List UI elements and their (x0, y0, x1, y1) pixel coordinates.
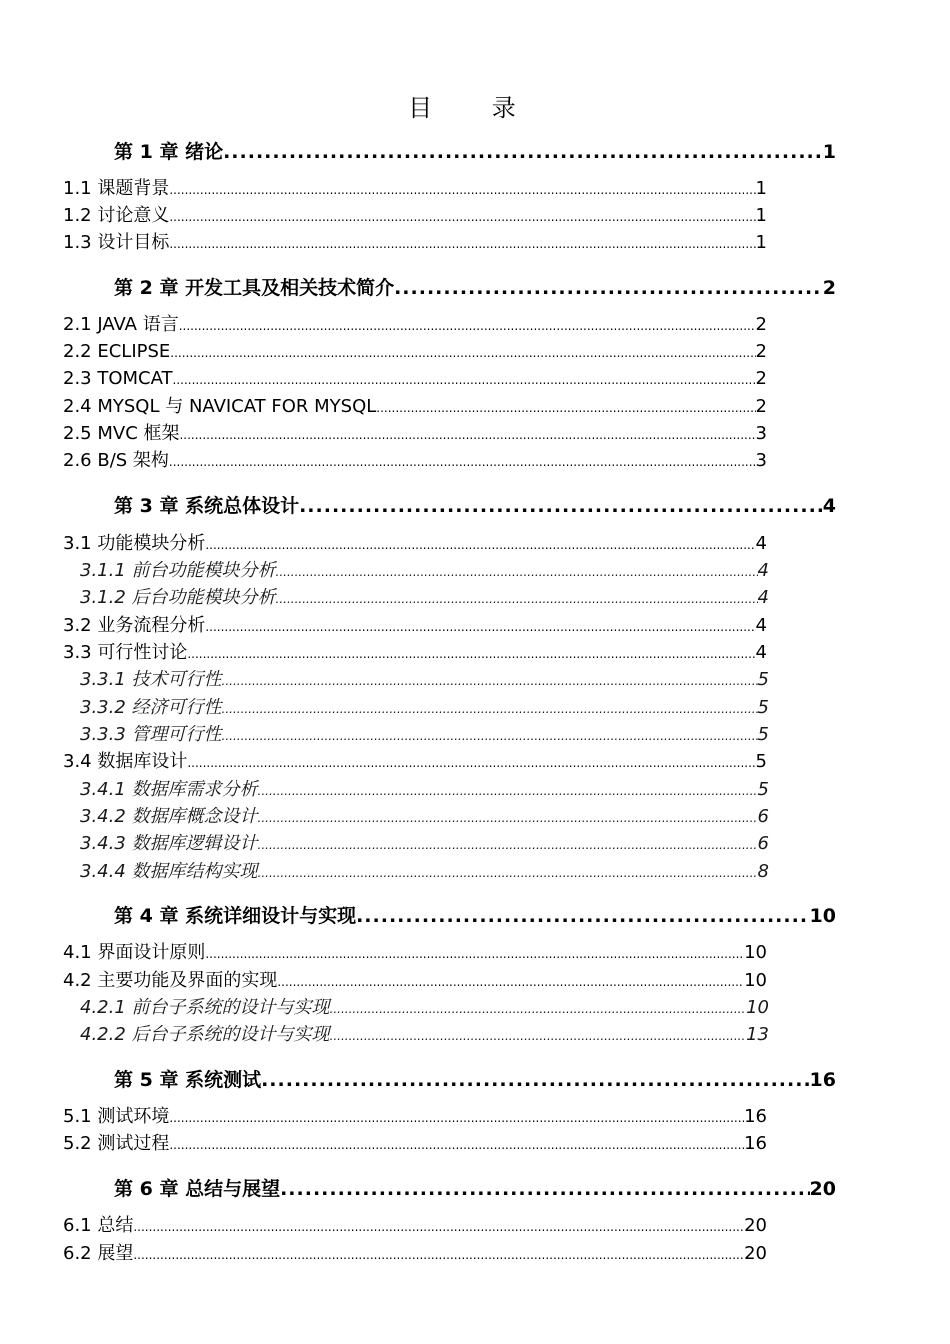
toc-chapter-2[interactable] (114, 275, 836, 301)
dot-leader (258, 860, 758, 886)
toc-page-number: 4 (755, 642, 767, 663)
toc-chapter-label: 第 3 章 系统总体设计 (114, 495, 300, 517)
toc-page-number: 3 (755, 450, 767, 471)
dot-leader (133, 1242, 744, 1268)
toc-subsection-label: 3.4.4 数据库结构实现 (80, 861, 258, 882)
toc-section-4-2[interactable] (63, 968, 767, 995)
dot-leader (205, 941, 744, 967)
dot-leader (169, 231, 755, 257)
toc-page-number: 2 (822, 277, 836, 299)
toc-section-5-2[interactable] (63, 1131, 767, 1158)
toc-section-3-1[interactable] (63, 531, 767, 558)
toc-page-number: 10 (744, 970, 767, 991)
toc-section-label: 2.4 MYSQL 与 NAVICAT FOR MYSQL (63, 396, 377, 417)
toc-page-number: 16 (744, 1133, 767, 1154)
toc-subsection-4-2-1[interactable] (80, 995, 769, 1022)
toc-subsection-label: 3.3.3 管理可行性 (80, 724, 222, 745)
toc-section-label: 1.2 讨论意义 (63, 205, 170, 226)
toc-page-number: 1 (755, 232, 767, 253)
toc-section-2-3[interactable] (63, 366, 767, 393)
toc-subsection-label: 3.4.3 数据库逻辑设计 (80, 833, 258, 854)
toc-chapter-label: 第 2 章 开发工具及相关技术简介 (114, 277, 395, 299)
toc-subsection-label: 3.3.2 经济可行性 (80, 697, 222, 718)
dot-leader (356, 903, 809, 929)
toc-section-label: 3.4 数据库设计 (63, 751, 188, 772)
toc-page-number: 4 (755, 533, 767, 554)
toc-subsection-3-3-1[interactable] (80, 667, 769, 694)
toc-page-number: 8 (757, 861, 769, 882)
toc-page-number: 5 (755, 751, 767, 772)
toc-page-number: 20 (809, 1178, 836, 1200)
dot-leader (276, 586, 758, 612)
toc-subsection-label: 4.2.1 前台子系统的设计与实现 (80, 997, 330, 1018)
toc-section-5-1[interactable] (63, 1104, 767, 1131)
toc-section-label: 2.3 TOMCAT (63, 368, 173, 389)
toc-page-number: 10 (744, 942, 767, 963)
toc-page-number: 3 (755, 423, 767, 444)
dot-leader (258, 778, 758, 804)
toc-subsection-label: 4.2.2 后台子系统的设计与实现 (80, 1024, 330, 1045)
toc-page-number: 4 (757, 587, 769, 608)
toc-page-number: 1 (822, 141, 836, 163)
toc-section-1-3[interactable] (63, 230, 767, 257)
toc-page-number: 16 (809, 1069, 836, 1091)
toc-section-6-1[interactable] (63, 1213, 767, 1240)
dot-leader (169, 204, 755, 230)
toc-page-number: 5 (757, 724, 769, 745)
toc-chapter-4[interactable] (114, 903, 836, 929)
dot-leader (170, 340, 755, 366)
toc-subsection-3-3-2[interactable] (80, 695, 769, 722)
toc-chapter-5[interactable] (114, 1067, 836, 1093)
dot-leader (280, 1176, 809, 1202)
toc-chapter-6[interactable] (114, 1176, 836, 1202)
toc-subsection-label: 3.4.2 数据库概念设计 (80, 806, 258, 827)
dot-leader (222, 668, 758, 694)
toc-page-number: 5 (757, 779, 769, 800)
toc-subsection-label: 3.1.2 后台功能模块分析 (80, 587, 276, 608)
toc-subsection-3-4-4[interactable] (80, 859, 769, 886)
toc-subsection-label: 3.1.1 前台功能模块分析 (80, 560, 276, 581)
toc-page-number: 1 (755, 205, 767, 226)
dot-leader (133, 1214, 744, 1240)
toc-page-number: 4 (757, 560, 769, 581)
toc-page-number: 20 (744, 1243, 767, 1264)
toc-subsection-3-4-1[interactable] (80, 777, 769, 804)
dot-leader (222, 723, 758, 749)
toc-section-label: 3.2 业务流程分析 (63, 615, 206, 636)
toc-chapter-1[interactable] (114, 139, 836, 165)
toc-section-label: 2.2 ECLIPSE (63, 341, 171, 362)
toc-section-2-4[interactable] (63, 394, 767, 421)
toc-section-label: 2.1 JAVA 语言 (63, 314, 179, 335)
toc-section-2-6[interactable] (63, 448, 767, 475)
dot-leader (394, 275, 823, 301)
dot-leader (179, 422, 755, 448)
dot-leader (169, 1105, 744, 1131)
toc-subsection-3-4-3[interactable] (80, 831, 769, 858)
toc-page-number: 1 (755, 178, 767, 199)
dot-leader (258, 832, 758, 858)
dot-leader (187, 641, 755, 667)
toc-section-label: 6.1 总结 (63, 1215, 134, 1236)
toc-section-label: 1.3 设计目标 (63, 232, 170, 253)
dot-leader (222, 696, 758, 722)
toc-section-label: 6.2 展望 (63, 1243, 134, 1264)
toc-page-number: 2 (755, 396, 767, 417)
dot-leader (173, 367, 756, 393)
dot-leader (169, 449, 756, 475)
toc-subsection-3-1-1[interactable] (80, 558, 769, 585)
toc-section-label: 2.5 MVC 框架 (63, 423, 180, 444)
toc-subsection-label: 3.3.1 技术可行性 (80, 669, 222, 690)
toc-chapter-label: 第 1 章 绪论 (114, 141, 224, 163)
toc-section-4-1[interactable] (63, 940, 767, 967)
toc-section-label: 3.1 功能模块分析 (63, 533, 206, 554)
dot-leader (330, 1023, 747, 1049)
toc-page-number: 2 (755, 368, 767, 389)
toc-section-2-2[interactable] (63, 339, 767, 366)
toc-subsection-3-1-2[interactable] (80, 585, 769, 612)
dot-leader (376, 395, 755, 421)
dot-leader (179, 313, 756, 339)
dot-leader (205, 532, 755, 558)
page-title: 目 录 (408, 94, 542, 122)
dot-leader (169, 177, 755, 203)
toc-page-number: 20 (744, 1215, 767, 1236)
toc-page-number: 10 (746, 997, 769, 1018)
toc-chapter-label: 第 5 章 系统测试 (114, 1069, 262, 1091)
dot-leader (258, 805, 758, 831)
toc-subsection-3-4-2[interactable] (80, 804, 769, 831)
toc-page-number: 4 (755, 615, 767, 636)
dot-leader (205, 614, 755, 640)
toc-section-1-2[interactable] (63, 203, 767, 230)
toc-section-label: 4.2 主要功能及界面的实现 (63, 970, 278, 991)
toc-section-label: 5.1 测试环境 (63, 1106, 170, 1127)
toc-page-number: 16 (744, 1106, 767, 1127)
toc-chapter-label: 第 6 章 总结与展望 (114, 1178, 281, 1200)
toc-page-number: 5 (757, 697, 769, 718)
toc-section-label: 5.2 测试过程 (63, 1133, 170, 1154)
toc-page-number: 2 (755, 314, 767, 335)
toc-section-2-5[interactable] (63, 421, 767, 448)
dot-leader (169, 1132, 744, 1158)
toc-subsection-3-3-3[interactable] (80, 722, 769, 749)
toc-page-number: 10 (809, 905, 836, 927)
toc-subsection-4-2-2[interactable] (80, 1022, 769, 1049)
toc-page-number: 6 (757, 833, 769, 854)
dot-leader (187, 750, 755, 776)
toc-section-label: 2.6 B/S 架构 (63, 450, 169, 471)
toc-section-6-2[interactable] (63, 1241, 767, 1268)
toc-section-2-1[interactable] (63, 312, 767, 339)
toc-section-3-3[interactable] (63, 640, 767, 667)
toc-page-number: 6 (757, 806, 769, 827)
dot-leader (277, 969, 744, 995)
toc-page-number: 2 (755, 341, 767, 362)
toc-page-number: 4 (822, 495, 836, 517)
dot-leader (330, 996, 747, 1022)
toc-page-number: 5 (757, 669, 769, 690)
toc-page-number: 13 (746, 1024, 769, 1045)
dot-leader (299, 493, 823, 519)
toc-section-label: 4.1 界面设计原则 (63, 942, 206, 963)
toc-section-3-2[interactable] (63, 613, 767, 640)
dot-leader (261, 1067, 809, 1093)
dot-leader (223, 139, 823, 165)
toc-subsection-label: 3.4.1 数据库需求分析 (80, 779, 258, 800)
toc-section-label: 3.3 可行性讨论 (63, 642, 188, 663)
toc-chapter-label: 第 4 章 系统详细设计与实现 (114, 905, 357, 927)
toc-section-label: 1.1 课题背景 (63, 178, 170, 199)
dot-leader (276, 559, 758, 585)
toc-section-3-4[interactable] (63, 749, 767, 776)
toc-chapter-3[interactable] (114, 493, 836, 519)
toc-section-1-1[interactable] (63, 176, 767, 203)
